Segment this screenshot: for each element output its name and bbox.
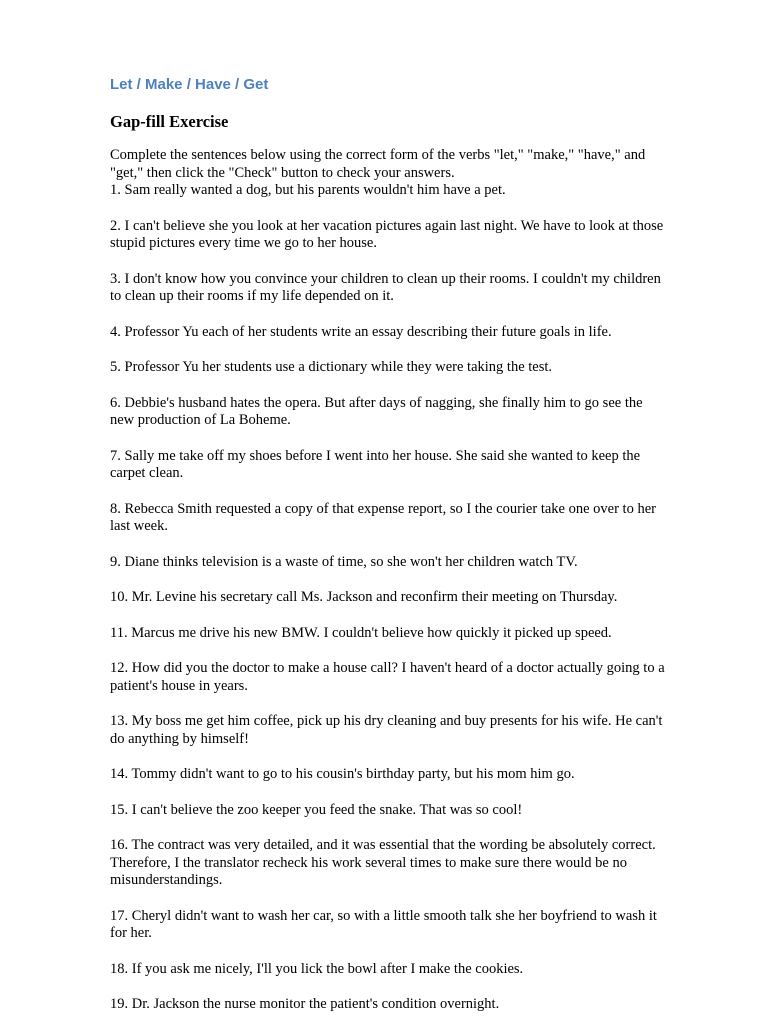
instructions [110, 147, 670, 1014]
question-item: 2. I can't believe she you look at her vacation pictures again last night. We have to look at those stupid pictures every time we go to her house. [110, 217, 664, 251]
question-item: 11. Marcus me drive his new BMW. I couldn't believe how quickly it picked up speed. [110, 624, 612, 641]
document-page [110, 74, 670, 1014]
question-item: 12. How did you the doctor to make a house call? I haven't heard of a doctor actually going to a patient's house in years. [110, 660, 665, 694]
question-list [110, 182, 670, 1014]
question-item: 17. Cheryl didn't want to wash her car, so with a little smooth talk she her boyfriend to wash it for her. [110, 907, 657, 941]
question-item: 8. Rebecca Smith requested a copy of that expense report, so I the courier take one over to her last week. [110, 500, 656, 534]
question-item: 18. If you ask me nicely, I'll you lick the bowl after I make the cookies. [110, 960, 524, 977]
question-item: 3. I don't know how you convince your children to clean up their rooms. I couldn't my children to clean up their rooms if my life depended on it. [110, 270, 661, 304]
question-item: 10. Mr. Levine his secretary call Ms. Jackson and reconfirm their meeting on Thursday. [110, 589, 618, 605]
document-title: Let / Make / Have / Get [110, 76, 269, 93]
question-item: 16. The contract was very detailed, and it was essential that the wording be absolutely correct. Therefore, I the translator recheck his work several times to make sure there would be no misunderstandings. [110, 837, 656, 888]
question-item: 7. Sally me take off my shoes before I went into her house. She said she wanted to keep the carpet clean. [110, 447, 641, 481]
question-item: 13. My boss me get him coffee, pick up his dry cleaning and buy presents for his wife. He can't do anything by himself! [110, 713, 663, 747]
question-item: 9. Diane thinks television is a waste of time, so she won't her children watch TV. [110, 553, 578, 570]
question-item: 1. Sam really wanted a dog, but his parents wouldn't him have a pet. [110, 182, 506, 198]
question-item: 15. I can't believe the zoo keeper you feed the snake. That was so cool! [110, 801, 523, 818]
question-item: 4. Professor Yu each of her students write an essay describing their future goals in life. [110, 323, 612, 340]
question-item: 14. Tommy didn't want to go to his cousin's birthday party, but his mom him go. [110, 766, 575, 782]
instructions-text: Complete the sentences below using the correct form of the verbs "let," "make," "have," and "get," then click the "Check" button to check your answers. [110, 147, 646, 181]
question-item: 5. Professor Yu her students use a dictionary while they were taking the test. [110, 359, 553, 375]
question-item: 6. Debbie's husband hates the opera. But after days of nagging, she finally him to go see the new production of La Boheme. [110, 394, 643, 428]
question-item: 19. Dr. Jackson the nurse monitor the patient's condition overnight. [110, 996, 500, 1012]
document-subtitle: Gap-fill Exercise [110, 112, 229, 131]
